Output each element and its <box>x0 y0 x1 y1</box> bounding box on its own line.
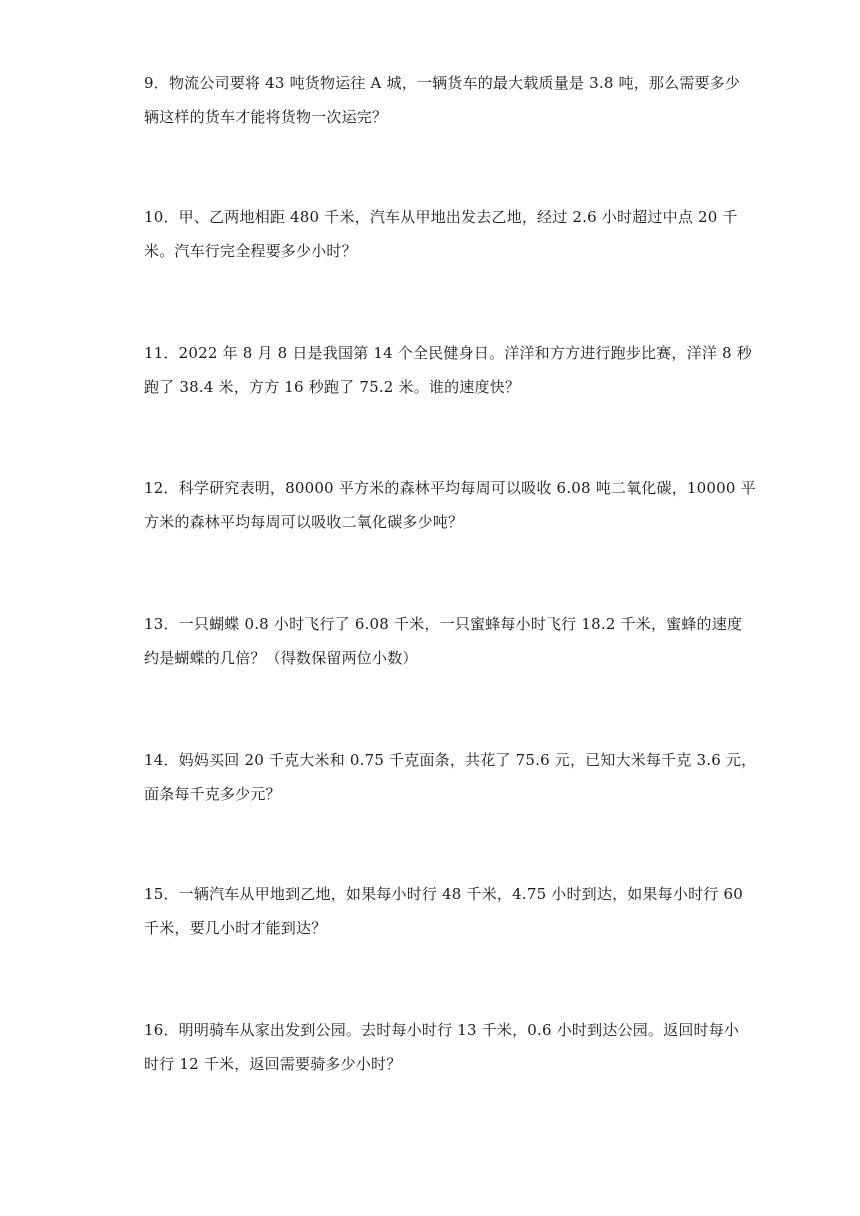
question-15 <box>144 877 743 945</box>
question-13 <box>144 607 743 675</box>
question-text-line: 跑了 38.4 米，方方 16 秒跑了 75.2 米。谁的速度快？ <box>144 378 521 396</box>
question-text-line: 13．一只蝴蝶 0.8 小时飞行了 6.08 千米，一只蜜蜂每小时飞行 18.2 千米，蜜蜂的速度 <box>144 615 743 633</box>
question-text-line: 辆这样的货车才能将货物一次运完？ <box>144 108 388 126</box>
question-text-line: 米。汽车行完全程要多少小时？ <box>144 242 357 260</box>
question-text-line: 12．科学研究表明，80000 平方米的森林平均每周可以吸收 6.08 吨二氧化碳，10000 平 <box>144 479 756 497</box>
question-12 <box>144 471 756 539</box>
question-text-line: 15．一辆汽车从甲地到乙地，如果每小时行 48 千米，4.75 小时到达，如果每小时行 60 <box>144 885 743 903</box>
question-text-line: 时行 12 千米，返回需要骑多少小时？ <box>144 1055 402 1073</box>
question-9 <box>144 66 741 134</box>
question-16 <box>144 1013 740 1081</box>
question-text-line: 千米，要几小时才能到达？ <box>144 919 327 937</box>
question-text-line: 约是蝴蝶的几倍？（得数保留两位小数） <box>144 649 418 667</box>
question-text-line: 16．明明骑车从家出发到公园。去时每小时行 13 千米，0.6 小时到达公园。返回时每小 <box>144 1021 740 1039</box>
question-11 <box>144 336 752 404</box>
question-text-line: 9．物流公司要将 43 吨货物运往 A 城，一辆货车的最大载质量是 3.8 吨，那么需要多少 <box>144 74 741 92</box>
question-text-line: 面条每千克多少元？ <box>144 785 281 803</box>
question-text-line: 方米的森林平均每周可以吸收二氧化碳多少吨？ <box>144 513 464 531</box>
question-10 <box>144 200 738 268</box>
question-14 <box>144 743 757 811</box>
question-text-line: 14．妈妈买回 20 千克大米和 0.75 千克面条，共花了 75.6 元，已知大米每千克 3.6 元， <box>144 751 757 769</box>
question-text-line: 10．甲、乙两地相距 480 千米，汽车从甲地出发去乙地，经过 2.6 小时超过中点 20 千 <box>144 208 738 226</box>
question-text-line: 11．2022 年 8 月 8 日是我国第 14 个全民健身日。洋洋和方方进行跑步比赛，洋洋 8 秒 <box>144 344 752 362</box>
